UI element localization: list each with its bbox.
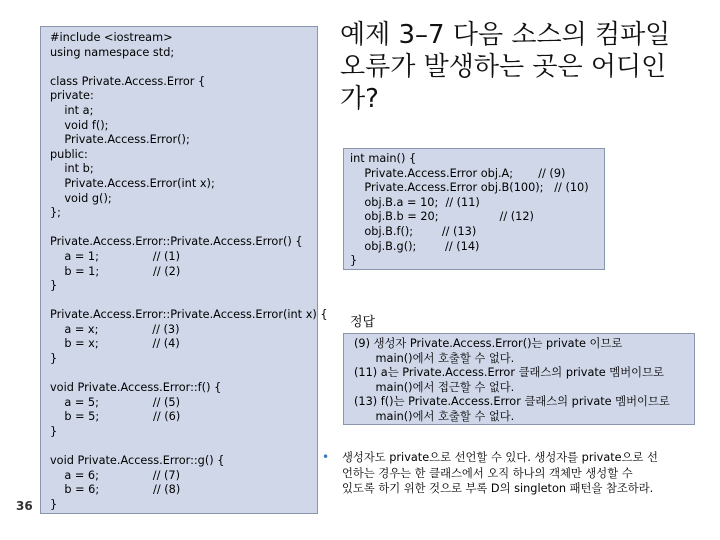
- note-line: 언하는 경우는 한 클래스에서 오직 하나의 객체만 생성할 수: [342, 466, 633, 480]
- code-line: Private.Access.Error(int x);: [50, 176, 215, 190]
- code-line: obj.B.f(); // (13): [350, 224, 477, 238]
- code-line: Private.Access.Error obj.B(100); // (10): [350, 181, 589, 195]
- answer-label: 정답: [350, 315, 376, 330]
- title-line: 오류가 발생하는 곳은 어디인: [340, 52, 667, 82]
- answer-line: (11) a는 Private.Access.Error 클래스의 private 멤버이므로: [354, 366, 664, 380]
- answer-line: (9) 생성자 Private.Access.Error()는 private 이므로: [354, 337, 623, 350]
- code-line: a = 6; // (7): [50, 468, 180, 482]
- code-line: Private.Access.Error::Private.Access.Error() {: [50, 235, 303, 249]
- code-line: [50, 367, 317, 382]
- answer-line: main()에서 호출할 수 없다.: [354, 351, 515, 365]
- bullet-icon: •: [322, 450, 330, 464]
- code-line: }: [50, 352, 58, 366]
- note-line: 있도록 하기 위한 것으로 부록 D의 singleton 패턴을 참조하라.: [342, 482, 654, 495]
- code-line: }: [50, 279, 58, 293]
- code-line: b = 5; // (6): [50, 410, 181, 424]
- answer-line: main()에서 호출할 수 없다.: [354, 409, 515, 423]
- slide-title: [340, 19, 700, 115]
- code-line: b = 1; // (2): [50, 264, 181, 278]
- code-line: Private.Access.Error::Private.Access.Error(int x) {: [50, 308, 328, 322]
- code-line: int b;: [50, 162, 94, 176]
- code-line: a = 5; // (5): [50, 395, 180, 409]
- answer-line: (13) f()는 Private.Access.Error 클래스의 private 멤버이므로: [354, 395, 670, 409]
- code-line: void g();: [50, 191, 112, 205]
- code-line: b = 6; // (8): [50, 483, 181, 497]
- note-paragraph: [322, 450, 692, 497]
- code-line: class Private.Access.Error {: [50, 74, 206, 88]
- title-line: 가?: [340, 84, 379, 114]
- code-line: [50, 221, 317, 236]
- code-line: [50, 440, 317, 455]
- code-line: [50, 60, 317, 75]
- code-line: public:: [50, 147, 88, 161]
- page-number: 36: [16, 499, 33, 513]
- code-line: void Private.Access.Error::g() {: [50, 454, 225, 468]
- answer-line: main()에서 접근할 수 없다.: [354, 380, 515, 394]
- code-line: [50, 294, 317, 309]
- note-line: 생성자도 private으로 선언할 수 있다. 생성자를 private으로 선: [342, 451, 658, 464]
- code-line: #include <iostream>: [50, 31, 173, 44]
- code-line: void f();: [50, 118, 109, 132]
- title-line: 예제 3–7 다음 소스의 컴파일: [340, 20, 671, 50]
- code-line: a = 1; // (1): [50, 249, 180, 263]
- code-line: b = x; // (4): [50, 337, 180, 351]
- code-line: };: [50, 206, 61, 220]
- code-line: int main() {: [350, 152, 417, 165]
- class-source-code-box: [40, 26, 328, 514]
- main-source-code-box: [343, 148, 605, 270]
- code-line: private:: [50, 89, 94, 103]
- code-line: int a;: [50, 103, 94, 117]
- code-line: Private.Access.Error obj.A; // (9): [350, 166, 566, 180]
- code-line: Private.Access.Error();: [50, 133, 190, 147]
- code-line: void Private.Access.Error::f() {: [50, 381, 222, 395]
- code-line: }: [50, 498, 58, 511]
- code-line: using namespace std;: [50, 45, 175, 59]
- code-line: obj.B.b = 20; // (12): [350, 210, 534, 224]
- code-line: obj.B.g(); // (14): [350, 239, 480, 253]
- answer-box: [343, 333, 695, 425]
- code-line: }: [50, 425, 58, 439]
- code-line: obj.B.a = 10; // (11): [350, 195, 480, 209]
- code-line: }: [350, 254, 358, 268]
- code-line: a = x; // (3): [50, 322, 180, 336]
